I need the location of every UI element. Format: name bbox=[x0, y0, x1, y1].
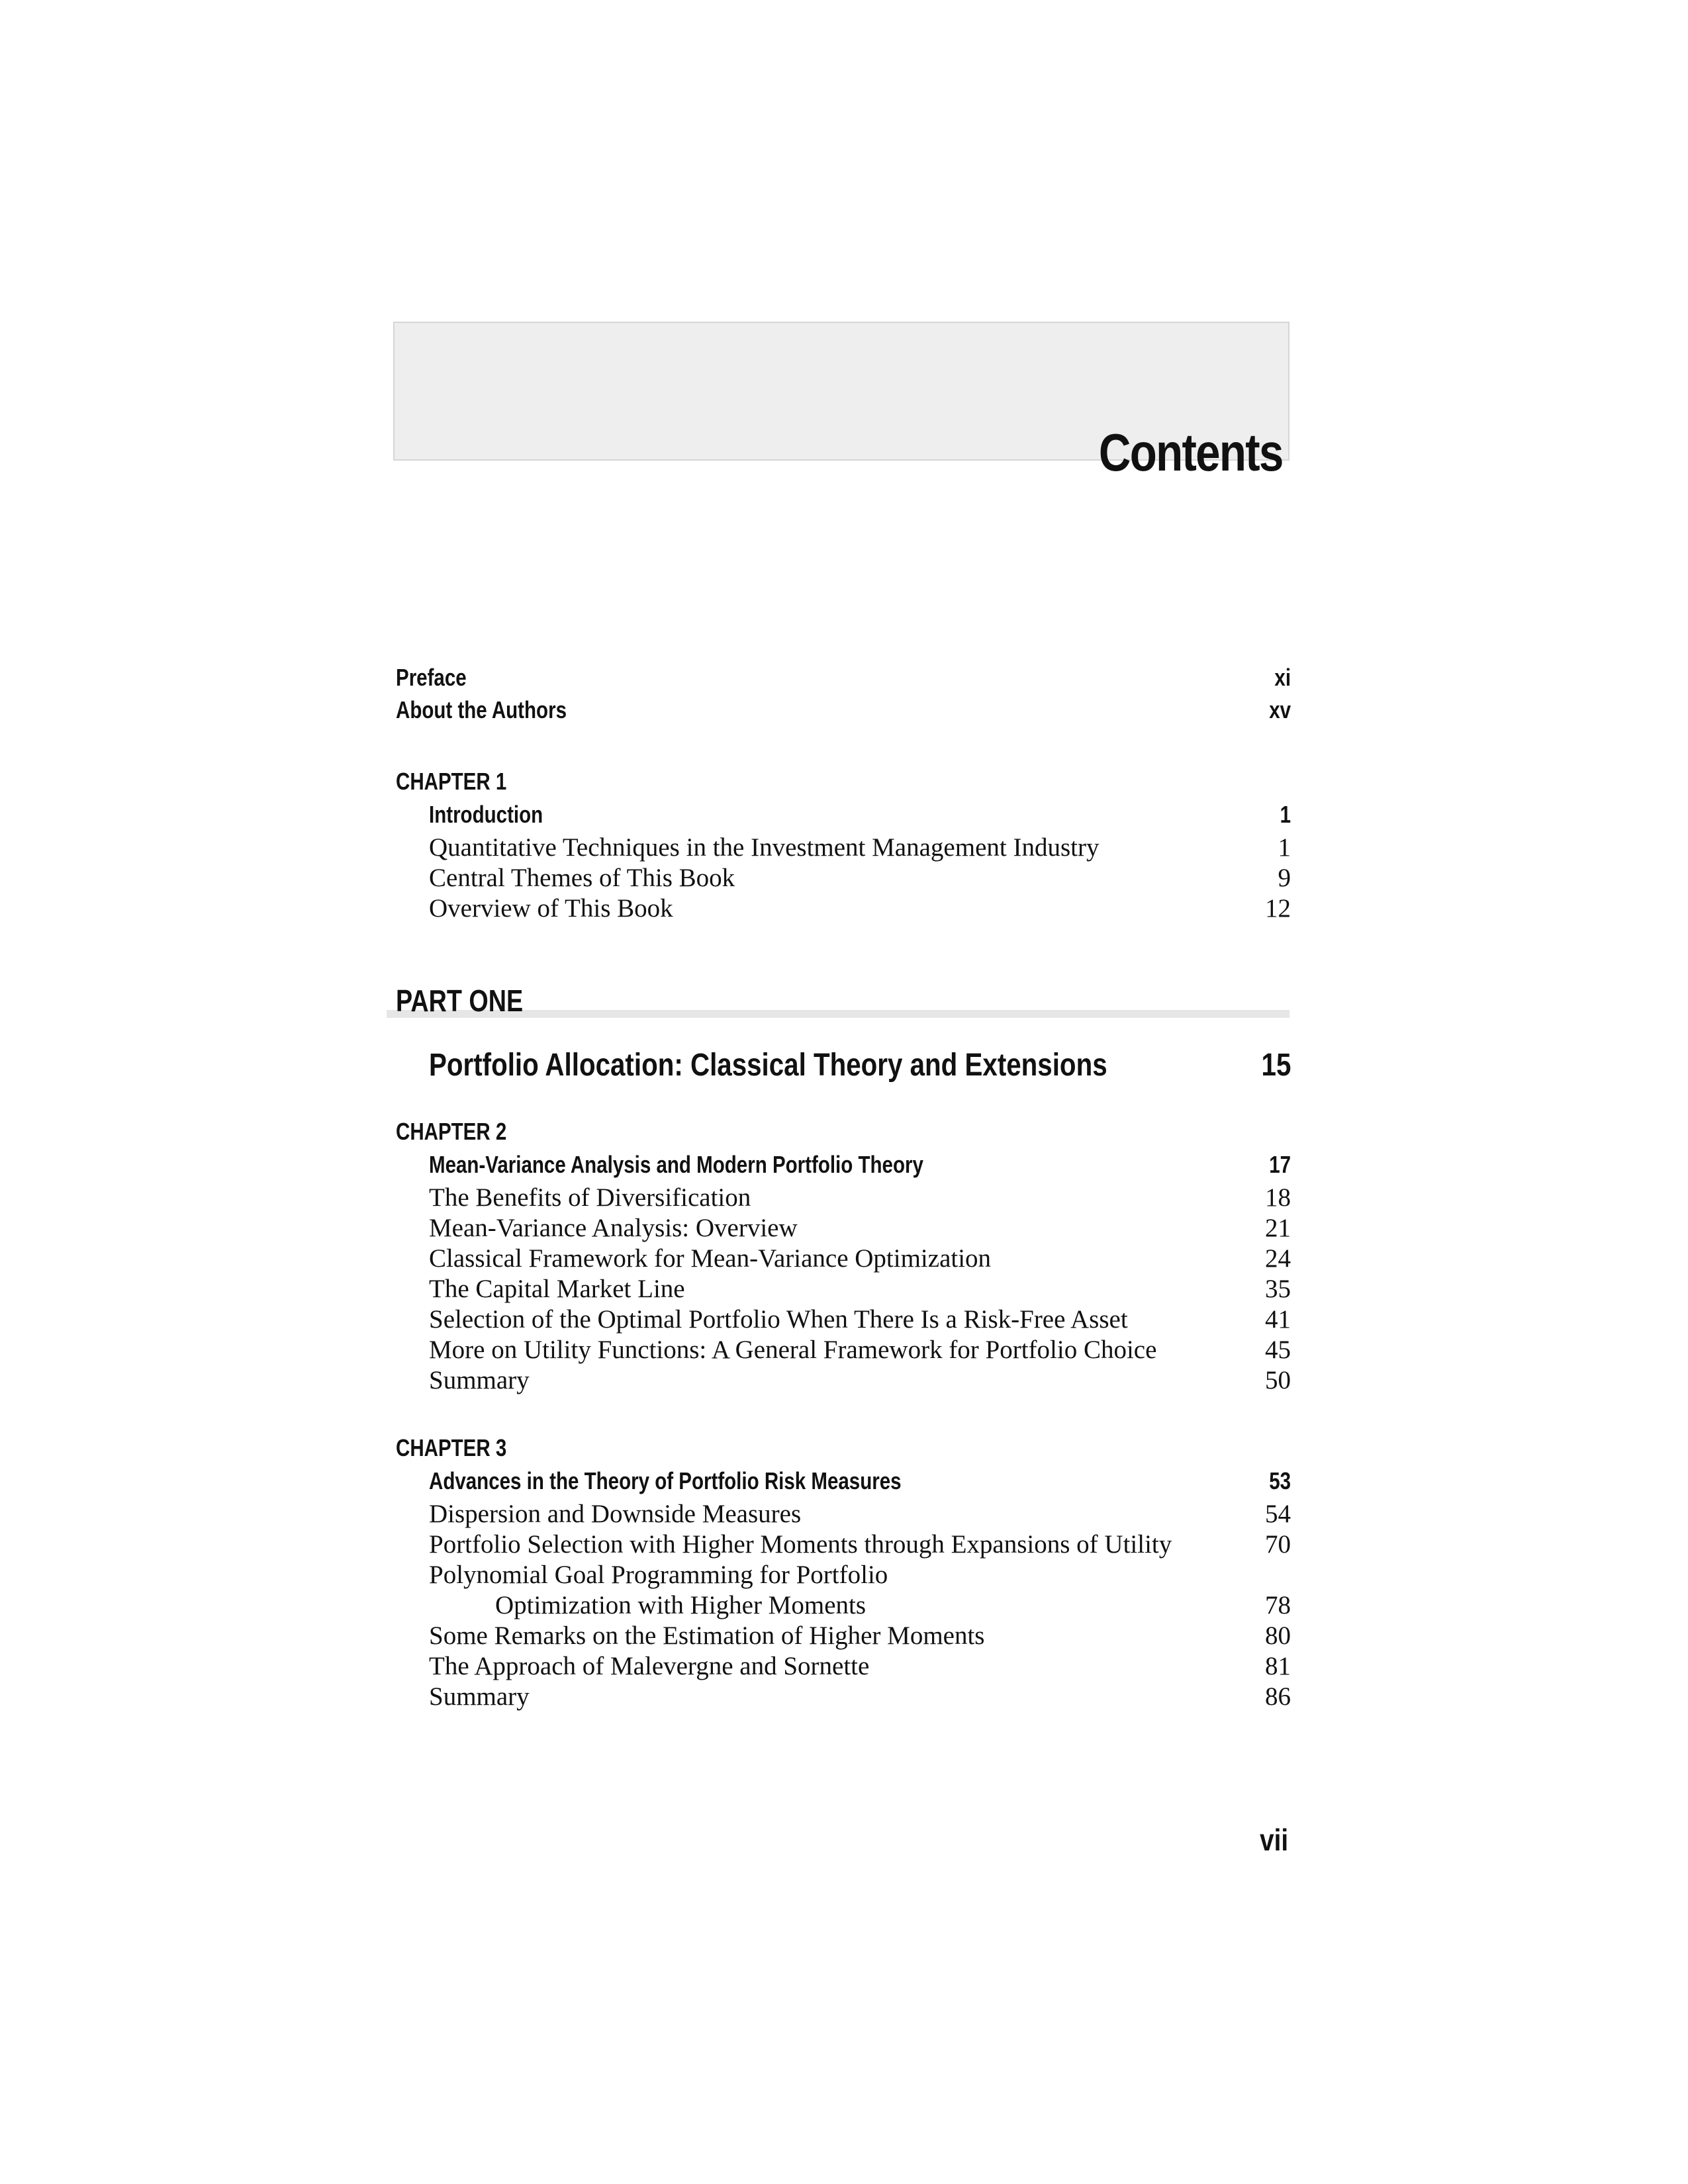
section-label: Classical Framework for Mean-Variance Optimization bbox=[429, 1244, 992, 1273]
toc-entry-chapter-1[interactable] bbox=[0, 799, 1688, 831]
section-label: Summary bbox=[429, 1366, 530, 1394]
toc-entry-about-authors[interactable] bbox=[0, 694, 1688, 726]
toc-entry-section[interactable] bbox=[0, 1212, 1688, 1244]
entry-page: 1 bbox=[1280, 801, 1291, 828]
entry-page: 53 bbox=[1269, 1467, 1291, 1494]
chapter-1-label bbox=[0, 766, 1688, 797]
entry-page: 17 bbox=[1269, 1151, 1291, 1178]
toc-entry-section[interactable] bbox=[0, 1651, 1688, 1682]
section-label: More on Utility Functions: A General Framework for Portfolio Choice bbox=[429, 1336, 1157, 1364]
section-page: 80 bbox=[1265, 1621, 1291, 1650]
section-label: Quantitative Techniques in the Investment Management Industry bbox=[429, 833, 1100, 862]
section-label: Summary bbox=[429, 1682, 530, 1711]
toc-entry-section[interactable] bbox=[0, 1529, 1688, 1561]
entry-page: xv bbox=[1269, 696, 1291, 723]
section-page: 78 bbox=[1265, 1591, 1291, 1619]
toc-entry-section[interactable] bbox=[0, 1304, 1688, 1336]
toc-entry-section[interactable] bbox=[0, 1243, 1688, 1275]
section-label: Central Themes of This Book bbox=[429, 864, 735, 892]
section-label: The Capital Market Line bbox=[429, 1275, 685, 1303]
page-title: Contents bbox=[1099, 423, 1283, 482]
section-label: Portfolio Selection with Higher Moments through Expansions of Utility bbox=[429, 1530, 1172, 1559]
chapter-title: Introduction bbox=[429, 801, 543, 828]
entry-page: 15 bbox=[1261, 1048, 1291, 1083]
toc-entry-preface[interactable] bbox=[0, 662, 1688, 694]
section-label: Overview of This Book bbox=[429, 894, 673, 923]
toc-entry-section[interactable] bbox=[0, 1273, 1688, 1305]
section-page: 12 bbox=[1265, 894, 1291, 923]
page-number: vii bbox=[1260, 1823, 1288, 1857]
toc-entry-section[interactable] bbox=[0, 862, 1688, 894]
chapter-title: Mean-Variance Analysis and Modern Portfolio Theory bbox=[429, 1151, 923, 1178]
chapter-2-label bbox=[0, 1116, 1688, 1148]
section-label: Some Remarks on the Estimation of Higher Moments bbox=[429, 1621, 985, 1650]
section-page: 81 bbox=[1265, 1652, 1291, 1680]
section-page: 35 bbox=[1265, 1275, 1291, 1303]
toc-entry-section[interactable] bbox=[0, 893, 1688, 925]
section-page: 1 bbox=[1278, 833, 1291, 862]
section-page: 50 bbox=[1265, 1366, 1291, 1394]
section-label: Selection of the Optimal Portfolio When There Is a Risk-Free Asset bbox=[429, 1305, 1128, 1334]
toc-entry-section[interactable] bbox=[0, 1559, 1688, 1591]
entry-page: xi bbox=[1274, 664, 1291, 691]
section-page: 86 bbox=[1265, 1682, 1291, 1711]
section-label: Optimization with Higher Moments bbox=[495, 1591, 867, 1619]
toc-entry-chapter-3[interactable] bbox=[0, 1465, 1688, 1497]
section-page: 54 bbox=[1265, 1500, 1291, 1528]
section-label: Dispersion and Downside Measures bbox=[429, 1500, 802, 1528]
section-label: The Approach of Malevergne and Sornette bbox=[429, 1652, 870, 1680]
section-label: Polynomial Goal Programming for Portfolio bbox=[429, 1561, 888, 1589]
chapter-3-label bbox=[0, 1432, 1688, 1464]
toc-entry-section[interactable] bbox=[0, 1620, 1688, 1652]
chapter-title: Advances in the Theory of Portfolio Risk Measures bbox=[429, 1467, 902, 1494]
section-page: 18 bbox=[1265, 1183, 1291, 1212]
toc-entry-section[interactable] bbox=[0, 1681, 1688, 1713]
section-page: 41 bbox=[1265, 1305, 1291, 1334]
toc-entry-section[interactable] bbox=[0, 1334, 1688, 1366]
toc-entry-section[interactable] bbox=[0, 1182, 1688, 1214]
toc-entry-section-continued[interactable] bbox=[0, 1590, 1688, 1621]
section-page: 21 bbox=[1265, 1214, 1291, 1242]
section-page: 70 bbox=[1265, 1530, 1291, 1559]
toc-entry-section[interactable] bbox=[0, 1498, 1688, 1530]
section-label: Mean-Variance Analysis: Overview bbox=[429, 1214, 798, 1242]
part-label: PART ONE bbox=[396, 983, 524, 1018]
section-page: 24 bbox=[1265, 1244, 1291, 1273]
toc-entry-section[interactable] bbox=[0, 1365, 1688, 1396]
chapter-number: CHAPTER 1 bbox=[396, 768, 507, 795]
entry-label: About the Authors bbox=[396, 696, 567, 723]
toc-entry-chapter-2[interactable] bbox=[0, 1149, 1688, 1181]
section-label: The Benefits of Diversification bbox=[429, 1183, 751, 1212]
section-page: 9 bbox=[1278, 864, 1291, 892]
part-title: Portfolio Allocation: Classical Theory and Extensions bbox=[429, 1048, 1107, 1083]
chapter-number: CHAPTER 2 bbox=[396, 1118, 507, 1145]
section-page: 45 bbox=[1265, 1336, 1291, 1364]
toc-entry-part-one[interactable] bbox=[0, 1046, 1688, 1085]
chapter-number: CHAPTER 3 bbox=[396, 1434, 507, 1461]
toc-entry-section[interactable] bbox=[0, 832, 1688, 864]
entry-label: Preface bbox=[396, 664, 467, 691]
